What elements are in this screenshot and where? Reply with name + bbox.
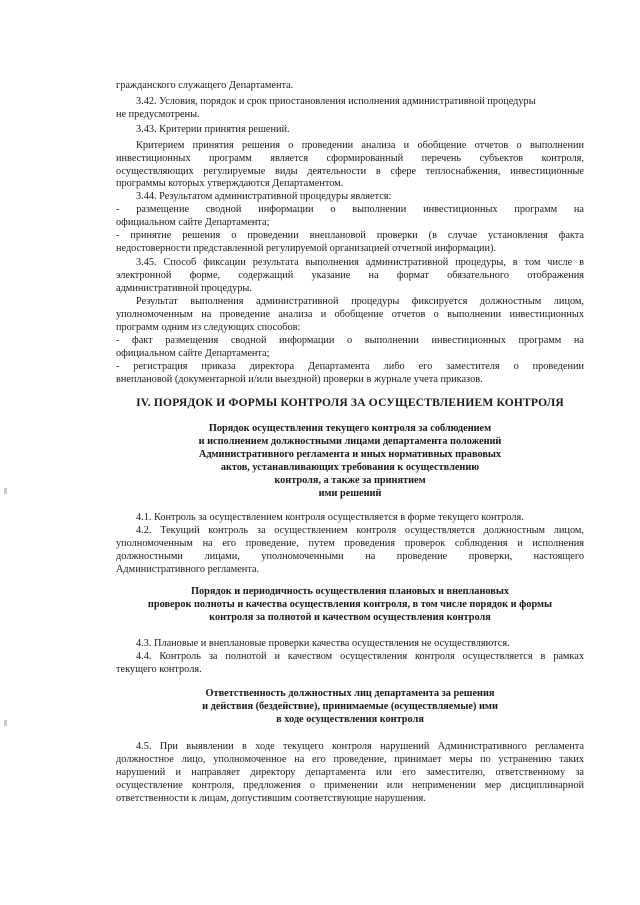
text-line: уполномоченным на проведение анализа и обобщение отчетов о выполнении инвестиционных (116, 309, 584, 320)
text-line: 4.3. Плановые и внеплановые проверки качества осуществления не осуществляются. (136, 638, 510, 649)
text-line: текущего контроля. (116, 664, 202, 675)
text-line: - размещение сводной информации о выполнении инвестиционных программ на (116, 204, 584, 215)
subheading-line: Административного регламента и иных нормативных правовых (198, 449, 502, 460)
text-line: - регистрация приказа директора Департамента либо его заместителя о проведении (116, 361, 584, 372)
text-line: официальном сайте Департамента; (116, 348, 270, 359)
text-line: - принятие решения о проведении внеплановой проверки (в случае установления факта (116, 230, 584, 241)
text-line: должностными лицами, уполномоченными на проведение проверки, настоящего (116, 551, 584, 562)
subheading-line: и действия (бездействие), принимаемые (осуществляемые) ими (202, 701, 498, 712)
text-line: должностное лицо, уполномоченное на его проведение, принимает меры по устранению таких (116, 754, 584, 765)
text-line: 4.2. Текущий контроль за осуществлением контроля осуществляется должностным лицом, (136, 525, 584, 536)
scan-mark (4, 488, 7, 494)
text-line: - факт размещения сводной информации о выполнении инвестиционных программ на (116, 335, 584, 346)
subheading-line: Порядок и периодичность осуществления плановых и внеплановых (190, 586, 510, 597)
text-line: нарушений и направляет директору департамента или его заместителю, ответственному за (116, 767, 584, 778)
text-line: гражданского служащего Департамента. (116, 80, 294, 91)
text-line: Результат выполнения административной процедуры фиксируется должностным лицом, (136, 296, 584, 307)
text-line: 3.43. Критерии принятия решений. (136, 124, 290, 135)
text-line: инвестиционных программ является сформированный перечень субъектов контроля, (116, 153, 584, 164)
text-line: программ одним из следующих способов: (116, 322, 301, 333)
subheading-line: актов, устанавливающих требования к осуществлению (220, 462, 480, 473)
text-line: 3.44. Результатом административной процедуры является: (136, 191, 392, 202)
text-line: Административного регламента. (116, 564, 260, 575)
text-line: официальном сайте Департамента; (116, 217, 270, 228)
text-line: недостоверности представленной регулируемой организацией отчетной информации). (116, 243, 496, 254)
subheading-line: Ответственность должностных лиц департамента за решения (205, 688, 495, 699)
text-line: 4.1. Контроль за осуществлением контроля осуществляется в форме текущего контроля. (136, 512, 524, 523)
text-line: ответственности к лицам, допустившим соответствующие нарушения. (116, 793, 426, 804)
text-line: 3.45. Способ фиксации результата выполнения административной процедуры, в том числе в (136, 257, 584, 268)
text-line: не предусмотрены. (116, 109, 200, 120)
subheading-line: контроля за полнотой и качеством осуществления контроля (209, 612, 491, 623)
subheading-line: в ходе осуществления контроля (276, 714, 424, 725)
subheading-line: и исполнением должностными лицами департамента положений (198, 436, 502, 447)
scan-mark (4, 720, 7, 726)
text-line: 3.42. Условия, порядок и срок приостановления исполнения административной процедуры (136, 96, 536, 107)
text-line: Критерием принятия решения о проведении анализа и обобщение отчетов о выполнении (136, 140, 584, 151)
text-line: 4.5. При выявлении в ходе текущего контроля нарушений Административного регламента (136, 741, 584, 752)
text-line: осуществляющих регулируемые виды деятельности в сфере теплоснабжения, инвестиционные (116, 166, 584, 177)
text-line: уполномоченным на его проведение, путем проведения проверок соблюдения и исполнения (116, 538, 584, 549)
text-line: электронной форме, содержащий указание на формат обязательного отображения (116, 270, 584, 281)
section-heading: IV. ПОРЯДОК И ФОРМЫ КОНТРОЛЯ ЗА ОСУЩЕСТВЛЕНИЕМ КОНТРОЛЯ (136, 397, 564, 409)
subheading-line: ими решений (318, 488, 382, 499)
text-line: осуществление контроля, предложения о применении или неприменении мер дисциплинарной (116, 780, 584, 791)
subheading-line: контроля, а также за принятием (274, 475, 426, 486)
subheading-line: проверок полноты и качества осуществления контроля, в том числе порядок и формы (147, 599, 553, 610)
text-line: 4.4. Контроль за полнотой и качеством осуществления контроля осуществляется в рамках (136, 651, 584, 662)
text-line: программы которых утверждаются Департаментом. (116, 178, 344, 189)
subheading-line: Порядок осуществления текущего контроля за соблюдением (208, 423, 492, 434)
text-line: внеплановой (документарной и/или выездной) проверки в журнале учета приказов. (116, 374, 483, 385)
text-line: административной процедуры. (116, 283, 252, 294)
